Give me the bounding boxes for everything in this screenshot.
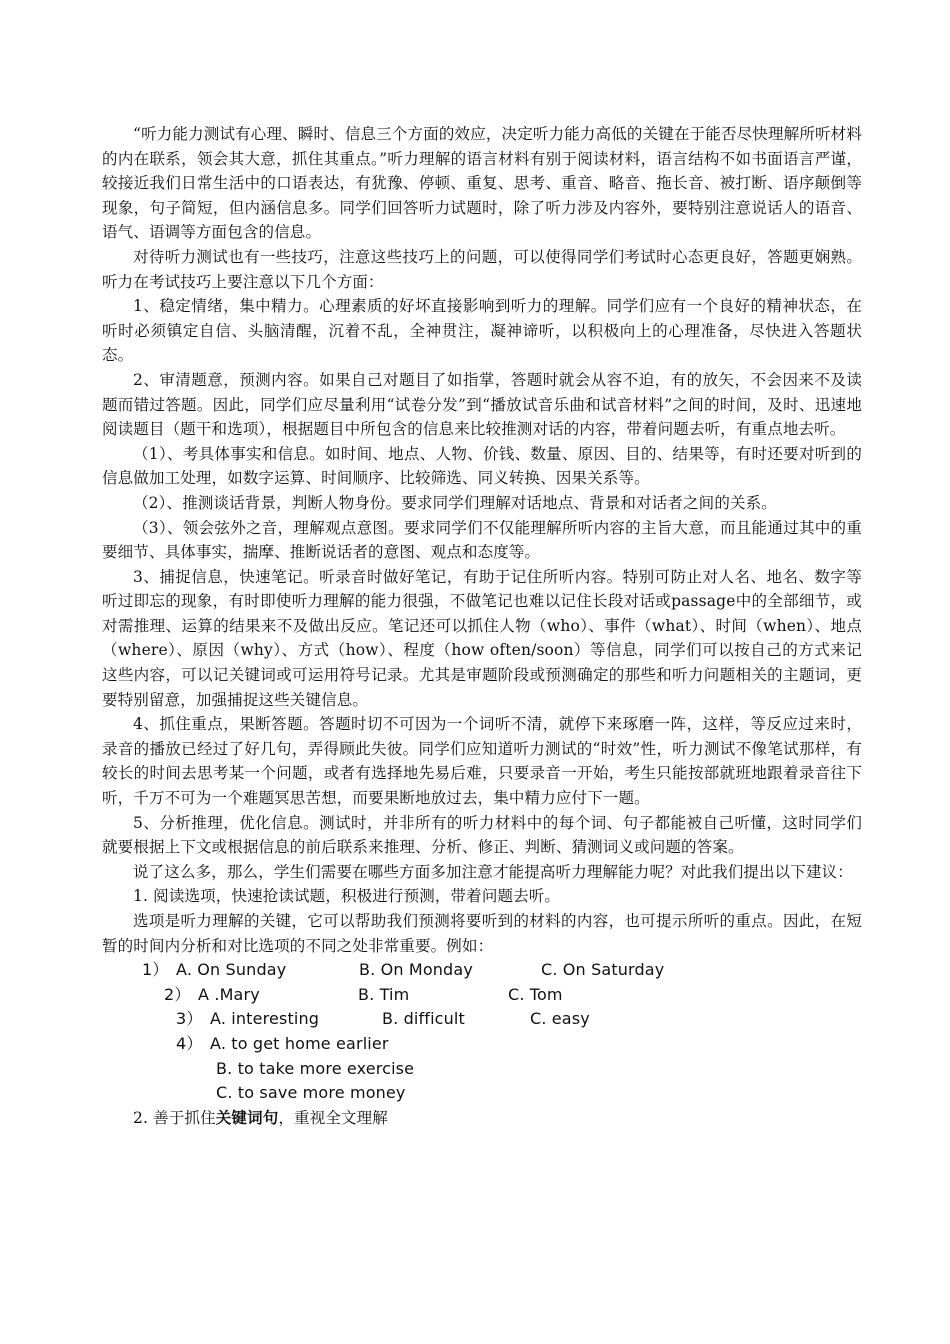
tip-2-sub-3-paragraph: （3）、领会弦外之音，理解观点意图。要求同学们不仅能理解所听内容的主旨大意，而且能通过其中的重要细节、具体事实，揣摩、推断说话者的意图、观点和态度等。 [102, 518, 862, 562]
tip-5-paragraph: 5、分析推理，优化信息。测试时，并非所有的听力材料中的每个词、句子都能被自己听懂，这时同学们就要根据上下文或根据信息的前后联系来推理、分析、修正、判断、猜测词义或问题的答案。 [102, 813, 862, 857]
option-a: A .Mary [198, 984, 260, 1004]
suggestion-2-heading [102, 1106, 862, 1131]
question-number: 4） [176, 1033, 203, 1053]
document-body [102, 122, 862, 1130]
tip-4-paragraph: 4、抓住重点，果断答题。答题时切不可因为一个词听不清，就停下来琢磨一阵，这样，等反应过来时，录音的播放已经过了好几句，弄得顾此失彼。同学们应知道听力测试的“时效”性，听力测试不像笔试那样，有较长的时间去思考某一个问题，或者有选择地先易后难，只要录音一开始，考生只能按部就班地跟着录音往下听，千万不可为一个难题冥思苦想，而要果断地放过去，集中精力应付下一题。 [102, 715, 862, 808]
option-c: C. Tom [508, 984, 563, 1004]
option-c: C. to save more money [216, 1083, 406, 1103]
tip-2-sub-1-paragraph: （1）、考具体事实和信息。如时间、地点、人物、价钱、数量、原因、目的、结果等，有时还要对听到的信息做加工处理，如数字运算、时间顺序、比较筛选、同义转换、因果关系等。 [102, 444, 862, 488]
option-b: B. to take more exercise [216, 1058, 415, 1078]
question-number: 2） [164, 984, 191, 1004]
tip-3-paragraph: 3、捕捉信息，快速笔记。听录音时做好笔记，有助于记住所听内容。特别可防止对人名、地名、数字等听过即忘的现象，有时即使听力理解的能力很强，不做笔记也难以记住长段对话或passage中的全部细节，或对需推理、运算的结果来不及做出反应。笔记还可以抓住人物（who）、事件（what）、时间（when）、地点（where）、原因（why）、方式（how）、程度（how often/soon）等信息，同学们可以按自己的方式来记这些内容，可以记关键词或可运用符号记录。尤其是审题阶段或预测确定的那些和听力问题相关的主题词，更要特别留意，加强捕捉这些关键信息。 [102, 567, 862, 709]
option-a: A. On Sunday [176, 960, 287, 980]
suggestion-1-paragraph: 选项是听力理解的关键，它可以帮助我们预测将要听到的材料的内容，也可提示所听的重点。因此，在短暂的时间内分析和对比选项的不同之处非常重要。例如： [102, 912, 862, 955]
option-c: C. easy [530, 1009, 590, 1029]
option-b: B. Tim [358, 984, 410, 1004]
example-question-4 [102, 1032, 862, 1057]
option-a: A. to get home earlier [210, 1033, 389, 1053]
tip-2-paragraph: 2、审清题意，预测内容。如果自己对题目了如指掌，答题时就会从容不迫，有的放矢，不会因来不及读题而错过答题。因此，同学们应尽量利用“试卷分发”到“播放试音乐曲和试音材料”之间的时间，及时、迅速地阅读题目（题干和选项），根据题目中所包含的信息来比较推测对话的内容，带着问题去听，有重点地去听。 [102, 370, 862, 439]
tip-1-paragraph: 1、稳定情绪，集中精力。心理素质的好坏直接影响到听力的理解。同学们应有一个良好的精神状态，在听时必须镇定自信、头脑清醒，沉着不乱，全神贯注，凝神谛听，以积极向上的心理准备，尽快进入答题状态。 [102, 297, 862, 365]
intro-paragraph: “听力能力测试有心理、瞬时、信息三个方面的效应，决定听力能力高低的关键在于能否尽快理解所听材料的内在联系，领会其大意，抓住其重点。”听力理解的语言材料有别于阅读材料，语言结构不如书面语言严谨，较接近我们日常生活中的口语表达，有犹豫、停顿、重复、思考、重音、略音、拖长音、被打断、语序颠倒等现象，句子简短，但内涵信息多。同学们回答听力试题时，除了听力涉及内容外，要特别注意说话人的语音、语气、语调等方面包含的信息。 [102, 125, 862, 242]
suggestion-2-suffix: ，重视全文理解 [278, 1108, 388, 1127]
option-b: B. difficult [382, 1009, 465, 1029]
example-question-4-option-c-row [102, 1081, 862, 1106]
example-question-4-option-b-row [102, 1057, 862, 1082]
techniques-intro-paragraph: 对待听力测试也有一些技巧，注意这些技巧上的问题，可以使得同学们考试时心态更良好，答题更娴熟。听力在考试技巧上要注意以下几个方面： [102, 247, 862, 291]
option-a: A. interesting [210, 1009, 320, 1029]
option-b: B. On Monday [359, 960, 473, 980]
tip-2-sub-2-paragraph: （2）、推测谈话背景，判断人物身份。要求同学们理解对话地点、背景和对话者之间的关系。 [133, 493, 777, 512]
example-question-1 [102, 958, 862, 983]
suggestions-intro-paragraph: 说了这么多，那么，学生们需要在哪些方面多加注意才能提高听力理解能力呢？对此我们提出以下建议： [133, 862, 853, 881]
example-question-3 [102, 1007, 862, 1032]
option-c: C. On Saturday [541, 960, 665, 980]
suggestion-2-prefix: 2. 善于抓住 [133, 1108, 216, 1127]
question-number: 1） [142, 960, 169, 980]
suggestion-1-heading: 1. 阅读选项，快速抢读试题，积极进行预测，带着问题去听。 [133, 887, 561, 906]
question-number: 3） [176, 1009, 203, 1029]
suggestion-2-keyword: 关键词句 [215, 1107, 279, 1127]
example-question-2 [102, 983, 862, 1008]
